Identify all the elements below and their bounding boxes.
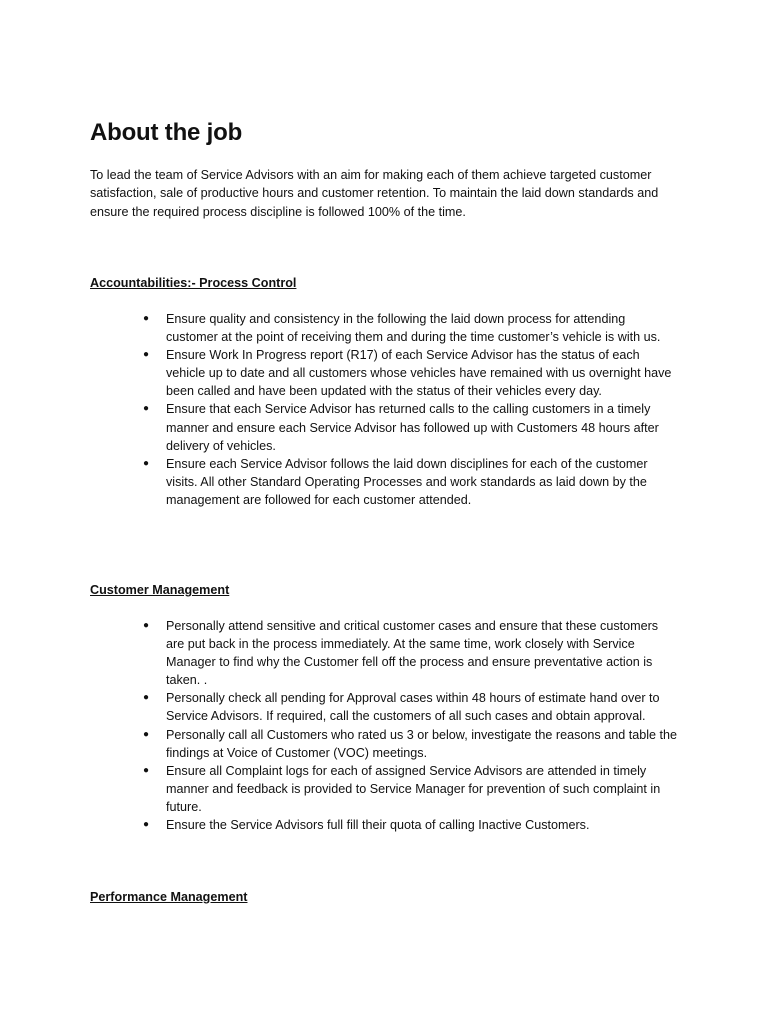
list-item-text: Ensure all Complaint logs for each of assigned Service Advisors are attended in timely manner and feedback is provided to Service Manager for prevention of such complaint in future. — [166, 763, 661, 814]
list-item — [0, 310, 678, 346]
list-item — [0, 455, 678, 509]
list-item — [0, 689, 678, 725]
bullet-icon: ● — [143, 457, 150, 469]
section-heading-performance-management: Performance Management — [90, 890, 248, 904]
bullet-icon: ● — [143, 620, 150, 631]
list-item — [0, 400, 678, 454]
list-item-text: Ensure each Service Advisor follows the laid down disciplines for each of the customer visits. All other Standard Operating Processes and work standards as laid down by the management are followed for each customer attended. — [166, 456, 648, 507]
process-control-list — [0, 310, 768, 509]
bullet-icon: ● — [143, 349, 150, 361]
bullet-icon: ● — [143, 313, 150, 324]
intro-paragraph: To lead the team of Service Advisors with an aim for making each of them achieve targeted customer satisfaction, sale of productive hours and customer retention. To maintain the laid down standards and ensure the required process discipline is followed 100% of the time. — [90, 168, 659, 219]
list-item — [0, 762, 678, 816]
list-item-text: Personally check all pending for Approval cases within 48 hours of estimate hand over to Service Advisors. If required, call the customers of all such cases and obtain approval. — [166, 691, 660, 724]
list-item-text: Personally call all Customers who rated us 3 or below, investigate the reasons and table the findings at Voice of Customer (VOC) meetings. — [166, 727, 678, 760]
list-item-text: Personally attend sensitive and critical customer cases and ensure that these customers are put back in the process immediately. At the same time, work closely with Service Manager to find why the Customer fell off the process and ensure preventative action is taken. . — [166, 619, 659, 688]
bullet-icon: ● — [143, 728, 150, 740]
section-heading-process-control: Accountabilities:- Process Control — [90, 276, 297, 290]
page-title: About the job — [90, 119, 243, 146]
bullet-icon: ● — [143, 819, 150, 831]
list-item — [0, 346, 678, 400]
list-item-text: Ensure Work In Progress report (R17) of each Service Advisor has the status of each vehicle up to date and all customers whose vehicles have remained with us overnight have been called and have been updated with the status of their vehicles every day. — [166, 348, 672, 399]
list-item-text: Ensure that each Service Advisor has returned calls to the calling customers in a timely manner and ensure each Service Advisor has followed up with Customers 48 hours after delivery of vehicles. — [166, 402, 659, 453]
list-item — [0, 726, 678, 762]
bullet-icon: ● — [143, 692, 150, 704]
customer-management-list — [0, 617, 768, 834]
list-item — [0, 617, 678, 689]
list-item-text: Ensure quality and consistency in the following the laid down process for attending customer at the point of receiving them and during the time customer’s vehicle is with us. — [166, 312, 661, 345]
list-item — [0, 816, 678, 834]
bullet-icon: ● — [143, 403, 150, 415]
bullet-icon: ● — [143, 764, 150, 776]
list-item-text: Ensure the Service Advisors full fill their quota of calling Inactive Customers. — [166, 818, 590, 833]
section-heading-customer-management: Customer Management — [90, 583, 230, 597]
